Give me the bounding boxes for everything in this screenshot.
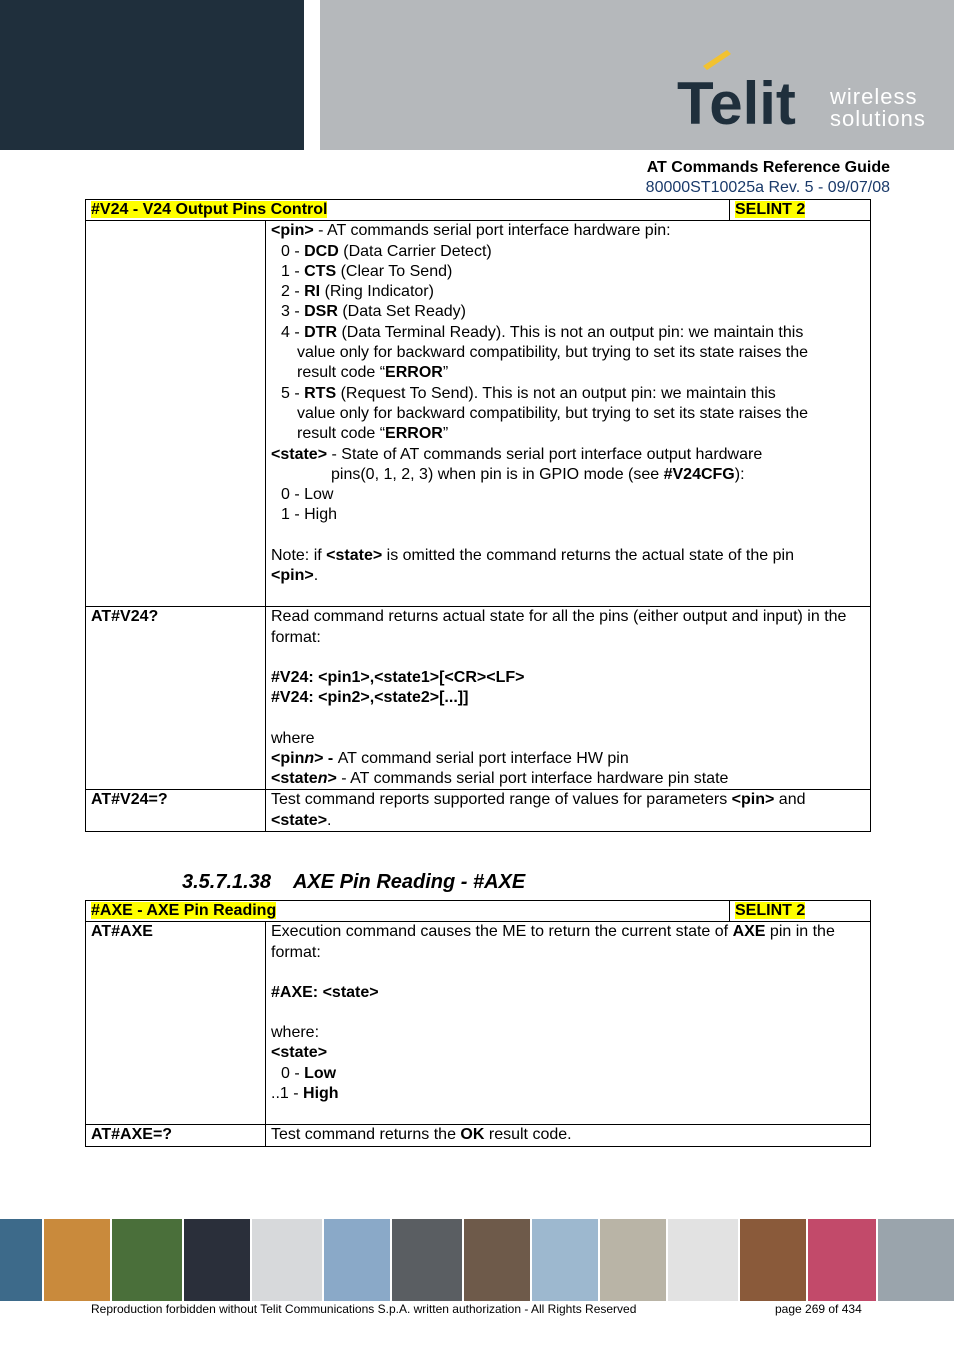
read-command-cell: AT#V24?	[86, 607, 266, 790]
selint-badge: SELINT 2	[735, 201, 806, 218]
exec-description: Execution command causes the ME to return the current state of AXE pin in the format:	[271, 923, 835, 961]
v24-command-table	[85, 199, 871, 832]
guide-title: AT Commands Reference Guide	[646, 159, 890, 176]
test-command-cell: AT#AXE=?	[86, 1125, 266, 1146]
test-description-cell: Test command reports supported range of values for parameters <pin> and <state>.	[266, 790, 871, 832]
guide-revision: 80000ST10025a Rev. 5 - 09/07/08	[645, 179, 890, 196]
list-item: 1 - High	[281, 506, 338, 524]
list-item-continuation: result code “ERROR”	[297, 425, 449, 443]
pin-param-desc: - AT commands serial port interface hardware pin:	[313, 222, 671, 240]
table-row	[86, 607, 871, 790]
staten-line: <staten> - AT commands serial port interface hardware pin state	[271, 770, 729, 788]
spacer	[271, 1104, 865, 1124]
read-description-cell	[266, 607, 871, 790]
selint-cell	[730, 901, 871, 922]
pin-param-line	[271, 221, 865, 241]
section-number: 3.5.7.1.38	[182, 871, 271, 893]
table-row	[86, 221, 871, 607]
spacer	[271, 586, 865, 606]
table-row	[86, 922, 871, 1125]
footer-page-number: page 269 of 434	[775, 1302, 862, 1316]
header-dark-panel	[0, 0, 304, 150]
axe-command-table	[85, 900, 871, 1147]
set-description-cell	[266, 221, 871, 607]
list-item-continuation: value only for backward compatibility, but trying to set its state raises the	[297, 344, 809, 362]
footer-photo-strip	[0, 1219, 954, 1301]
table-header-row	[86, 901, 871, 922]
pinn-line: <pinn> - AT command serial port interface HW pin	[271, 749, 629, 767]
list-item-continuation: result code “ERROR”	[297, 364, 449, 382]
table-title: #V24 - V24 Output Pins Control	[91, 201, 328, 218]
list-item: 0 - Low	[281, 486, 334, 504]
logo-word: Telit	[677, 70, 796, 137]
spacer	[271, 1003, 865, 1023]
spacer	[271, 963, 865, 983]
exec-command-cell: AT#AXE	[86, 922, 266, 1125]
list-item: 5 - RTS (Request To Send). This is not an output pin: we maintain this	[281, 384, 776, 402]
table-title: #AXE - AXE Pin Reading	[91, 902, 277, 919]
selint-cell	[730, 200, 871, 221]
footer-copyright: Reproduction forbidden without Telit Communications S.p.A. written authorization - All Rights Reserved	[91, 1302, 637, 1316]
list-item: 0 - DCD (Data Carrier Detect)	[281, 242, 492, 260]
spacer	[271, 709, 865, 729]
read-description: Read command returns actual state for all the pins (either output and input) in the format:	[271, 608, 847, 646]
state-param: <state>	[271, 1044, 328, 1062]
list-item: 0 - Low	[281, 1064, 337, 1082]
spacer	[271, 648, 865, 668]
list-item: 1 - CTS (Clear To Send)	[281, 262, 453, 280]
table-row	[86, 1125, 871, 1146]
list-item: 3 - DSR (Data Set Ready)	[281, 303, 466, 321]
list-item: 2 - RI (Ring Indicator)	[281, 283, 434, 301]
read-format-line-2: #V24: <pin2>,<state2>[...]]	[271, 689, 469, 707]
where-label: where:	[271, 1024, 320, 1042]
table-title-cell	[86, 200, 730, 221]
logo-tagline-2: solutions	[830, 106, 926, 131]
spacer	[271, 526, 865, 546]
note-text: Note: if <state> is omitted the command returns the actual state of the pin <pin>.	[271, 546, 794, 585]
table-row	[86, 790, 871, 832]
section-heading	[182, 871, 525, 894]
exec-description-cell	[266, 922, 871, 1125]
test-command-cell: AT#V24=?	[86, 790, 266, 832]
where-label: where	[271, 729, 315, 747]
set-command-cell	[86, 221, 266, 607]
list-item: ..1 - High	[271, 1085, 339, 1103]
state-param-continuation: pins(0, 1, 2, 3) when pin is in GPIO mode (see #V24CFG):	[331, 465, 745, 483]
read-format-line-1: #V24: <pin1>,<state1>[<CR><LF>	[271, 668, 525, 686]
selint-badge: SELINT 2	[735, 902, 806, 919]
test-description-cell: Test command returns the OK result code.	[266, 1125, 871, 1146]
pin-param: <pin>	[271, 222, 314, 240]
logo-accent-icon	[703, 50, 731, 70]
list-item-continuation: value only for backward compatibility, but trying to set its state raises the	[297, 404, 809, 422]
table-title-cell	[86, 901, 730, 922]
table-header-row	[86, 200, 871, 221]
state-param-line: <state> - State of AT commands serial port interface output hardware	[271, 445, 763, 463]
list-item: 4 - DTR (Data Terminal Ready). This is not an output pin: we maintain this	[281, 323, 804, 341]
exec-format: #AXE: <state>	[271, 983, 379, 1001]
telit-logo	[675, 48, 935, 138]
section-title: AXE Pin Reading - #AXE	[292, 871, 526, 893]
logo-tagline-1: wireless	[830, 84, 918, 109]
